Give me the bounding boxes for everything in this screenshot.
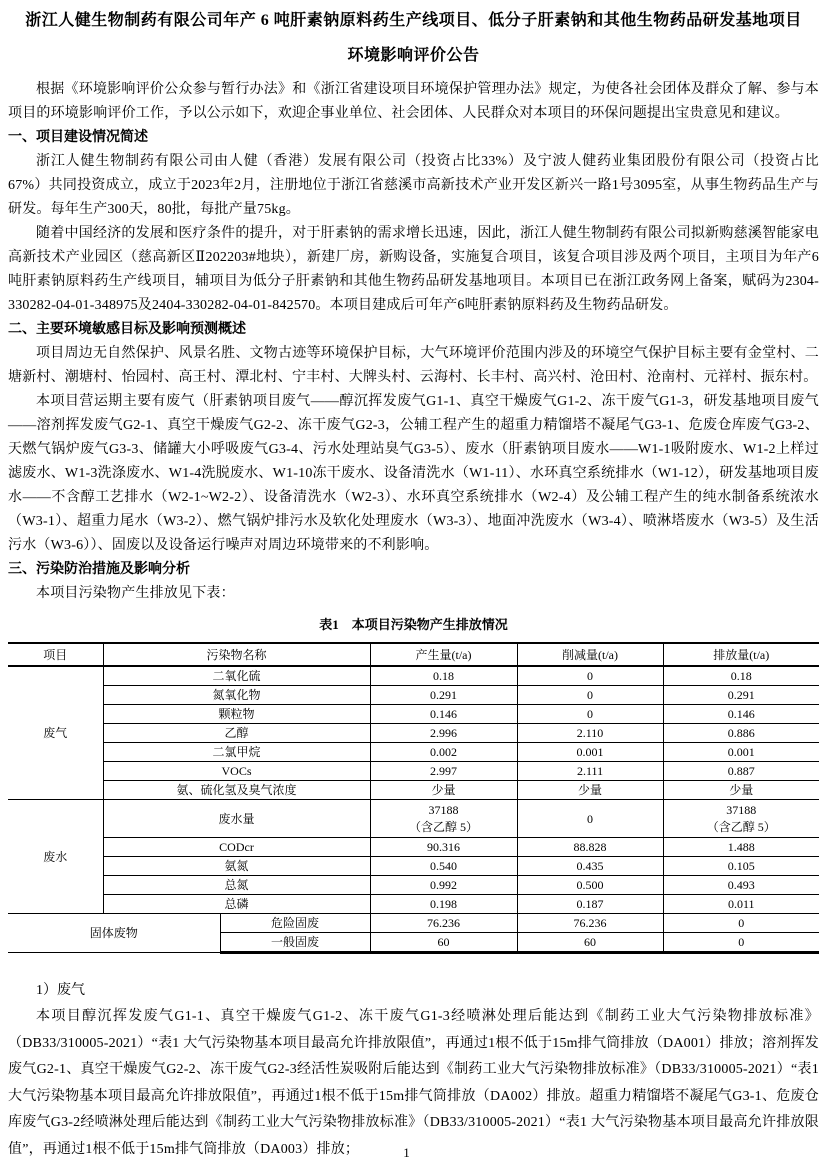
page-number: 1 — [403, 1145, 410, 1160]
document-title-line1: 浙江人健生物制药有限公司年产 6 吨肝素钠原料药生产线项目、低分子肝素钠和其他生物药品研发基地项目 — [25, 12, 802, 29]
pollutant-name-cell: 乙醇 — [103, 724, 370, 743]
table1-title: 表1 本项目污染物产生排放情况 — [319, 617, 508, 632]
table-header-row — [8, 643, 819, 666]
table-row-water-ammonia — [8, 857, 819, 876]
section2-heading: 二、主要环境敏感目标及影响预测概述 — [8, 322, 246, 337]
discharged-cell: 0.886 — [663, 724, 819, 743]
produced-cell: 60 — [370, 933, 517, 953]
group-label-cell-water: 废水 — [8, 800, 103, 914]
discharged-cell: 0 — [663, 933, 819, 953]
discharged-cell: 0.18 — [663, 666, 819, 686]
table-row-water-codcr — [8, 838, 819, 857]
section3-heading: 三、污染防治措施及影响分析 — [8, 562, 190, 577]
pollutant-name-cell: 氮氧化物 — [103, 686, 370, 705]
discharged-cell: 0.146 — [663, 705, 819, 724]
table-row-wastewater-qty — [8, 800, 819, 838]
produced-cell: 0.540 — [370, 857, 517, 876]
pollutant-name-cell: 氨氮 — [103, 857, 370, 876]
pollutant-name-cell: 氨、硫化氢及臭气浓度 — [103, 781, 370, 800]
discharged-cell: 0.291 — [663, 686, 819, 705]
reduced-cell: 0 — [517, 686, 663, 705]
document-title-line2: 环境影响评价公告 — [347, 47, 480, 64]
produced-value: 37188 — [428, 802, 459, 817]
table-row-gas-odor — [8, 781, 819, 800]
produced-cell: 0.002 — [370, 743, 517, 762]
reduced-cell: 2.110 — [517, 724, 663, 743]
reduced-cell: 0 — [517, 666, 663, 686]
pollutant-name-cell: 总磷 — [103, 895, 370, 914]
header-item: 项目 — [8, 643, 103, 666]
produced-cell: 76.236 — [370, 914, 517, 933]
table-row-gas-vocs — [8, 762, 819, 781]
pollutant-name-cell: 总氮 — [103, 876, 370, 895]
pollutant-name-cell: 一般固废 — [220, 933, 370, 953]
reduced-cell: 0.001 — [517, 743, 663, 762]
produced-cell: 少量 — [370, 781, 517, 800]
section2-paragraph-1: 项目周边无自然保护、风景名胜、文物古迹等环境保护目标，大气环境评价范围内涉及的环境空气保护目标主要有金堂村、二塘新村、潮塘村、怡园村、高王村、潭北村、宁丰村、大牌头村、云海村、长丰村、高兴村、沧田村、沧南村、元祥村、振东村。 — [8, 346, 819, 385]
reduced-cell: 88.828 — [517, 838, 663, 857]
group-label-cell-gas: 废气 — [8, 666, 103, 800]
produced-cell: 90.316 — [370, 838, 517, 857]
pollutant-name-cell: 二氧化硫 — [103, 666, 370, 686]
produced-cell: 0.992 — [370, 876, 517, 895]
discharged-value: 37188 — [726, 802, 757, 817]
header-discharged: 排放量(t/a) — [663, 643, 819, 666]
pollutant-name-cell: VOCs — [103, 762, 370, 781]
produced-cell: 0.146 — [370, 705, 517, 724]
pollutant-name-cell: 危险固废 — [220, 914, 370, 933]
reduced-cell: 60 — [517, 933, 663, 953]
reduced-cell: 0.500 — [517, 876, 663, 895]
reduced-cell: 0 — [517, 705, 663, 724]
table-row-gas-nox — [8, 686, 819, 705]
table-row-water-total-phosphorus — [8, 895, 819, 914]
table-row-gas-dichloromethane — [8, 743, 819, 762]
subsection1-paragraph: 本项目醇沉挥发废气G1-1、真空干燥废气G1-2、冻干废气G1-3经喷淋处理后能达到《制药工业大气污染物排放标准》（DB33/310005-2021）“表1 大气污染物基本项目最高允许排放限值”，再通过1根不低于15m排气筒排放（DA001）排放；溶剂挥发废气G2-1、真空干燥废气G2-2、冻干废气G2-3经活性炭吸附后能达到《制药工业大气污染物排放标准》（DB33/310005-2021）“表1 大气污染物基本项目最高允许排放限值”，再通过1根不低于15m排气筒排放（DA002）排放。超重力精馏塔不凝尾气G3-1、危废仓库废气G3-2经喷淋处理后能达到《制药工业大气污染物排放标准》（DB33/310005-2021）“表1 大气污染物基本项目最高允许排放限值”，再通过1根不低于15m排气筒排放（DA003）排放； — [8, 1009, 819, 1157]
pollutant-name-cell: 颗粒物 — [103, 705, 370, 724]
reduced-cell: 0 — [517, 800, 663, 838]
discharged-cell — [663, 800, 819, 838]
produced-cell: 2.996 — [370, 724, 517, 743]
discharged-cell: 0 — [663, 914, 819, 933]
reduced-cell: 少量 — [517, 781, 663, 800]
group-label-cell-solid-waste: 固体废物 — [8, 914, 220, 953]
produced-cell: 0.18 — [370, 666, 517, 686]
intro-paragraph: 根据《环境影响评价公众参与暂行办法》和《浙江省建设项目环境保护管理办法》规定，为使各社会团体及群众了解、参与本项目的环境影响评价工作，予以公示如下，欢迎企事业单位、社会团体、人民群众对本项目的环保问题提出宝贵意见和建议。 — [8, 82, 819, 121]
discharged-note: （含乙醇 5） — [706, 819, 776, 834]
discharged-cell: 少量 — [663, 781, 819, 800]
header-produced: 产生量(t/a) — [370, 643, 517, 666]
pollutant-name-cell: 二氯甲烷 — [103, 743, 370, 762]
discharged-cell: 0.001 — [663, 743, 819, 762]
discharged-cell: 0.011 — [663, 895, 819, 914]
produced-cell: 0.291 — [370, 686, 517, 705]
section1-paragraph-1: 浙江人健生物制药有限公司由人健（香港）发展有限公司（投资占比33%）及宁波人健药业集团股份有限公司（投资占比67%）共同投资成立，成立于2023年2月，注册地位于浙江省慈溪市高新技术产业开发区新兴一路1号3095室，从事生物药品生产与研发。每年生产300天，80批，每批产量75kg。 — [8, 154, 819, 217]
discharged-cell: 0.493 — [663, 876, 819, 895]
table-row-gas-particulate — [8, 705, 819, 724]
table-row-gas-ethanol — [8, 724, 819, 743]
section2-paragraph-2: 本项目营运期主要有废气（肝素钠项目废气——醇沉挥发废气G1-1、真空干燥废气G1-2、冻干废气G1-3，研发基地项目废气——溶剂挥发废气G2-1、真空干燥废气G2-2、冻干废气G2-3，公辅工程产生的超重力精馏塔不凝尾气G3-1、危废仓库废气G3-2、天燃气锅炉废气G3-3、储罐大小呼吸废气G3-4、污水处理站臭气G3-5）、废水（肝素钠项目废水——W1-1吸附废水、W1-2上样过滤废水、W1-3洗涤废水、W1-4洗脱废水、W1-10冻干废水、设备清洗水（W1-11）、水环真空系统排水（W1-12），研发基地项目废水——不含醇工艺排水（W2-1~W2-2）、设备清洗水（W2-3）、水环真空系统排水（W2-4）及公辅工程产生的纯水制备系统浓水（W3-1）、超重力尾水（W3-2）、燃气锅炉排污水及软化处理废水（W3-3）、地面冲洗废水（W3-4）、喷淋塔废水（W3-5）及生活污水（W3-6））、固废以及设备运行噪声对周边环境带来的不利影响。 — [8, 394, 819, 553]
discharged-cell: 1.488 — [663, 838, 819, 857]
discharged-cell: 0.887 — [663, 762, 819, 781]
table-row-solid-hazardous — [8, 914, 819, 933]
section1-heading: 一、项目建设情况简述 — [8, 130, 148, 145]
pollutant-name-cell: 废水量 — [103, 800, 370, 838]
pollutant-emission-table — [8, 642, 819, 954]
reduced-cell: 76.236 — [517, 914, 663, 933]
pollutant-name-cell: CODcr — [103, 838, 370, 857]
header-reduced: 削减量(t/a) — [517, 643, 663, 666]
discharged-cell: 0.105 — [663, 857, 819, 876]
reduced-cell: 2.111 — [517, 762, 663, 781]
produced-note: （含乙醇 5） — [409, 819, 479, 834]
section3-paragraph-1: 本项目污染物产生排放见下表： — [36, 586, 235, 601]
produced-cell: 2.997 — [370, 762, 517, 781]
header-pollutant-name: 污染物名称 — [103, 643, 370, 666]
subsection1-heading: 1）废气 — [36, 983, 85, 998]
table-row-gas-so2 — [8, 666, 819, 686]
table-row-water-total-nitrogen — [8, 876, 819, 895]
section1-paragraph-2: 随着中国经济的发展和医疗条件的提升，对于肝素钠的需求增长迅速，因此，浙江人健生物制药有限公司拟新购慈溪智能家电高新技术产业园区（慈高新区Ⅱ202203#地块），新建厂房，新购设备，实施复合项目，该复合项目涉及两个项目，主项目为年产6吨肝素钠原料药生产线项目，辅项目为低分子肝素钠和其他生物药品研发基地项目。本项目已在浙江政务网上备案，赋码为2304-330282-04-01-348975及2404-330282-04-01-842570。本项目建成后可年产6吨肝素钠原料药及生物药品研发。 — [8, 226, 819, 313]
produced-cell — [370, 800, 517, 838]
produced-cell: 0.198 — [370, 895, 517, 914]
reduced-cell: 0.435 — [517, 857, 663, 876]
reduced-cell: 0.187 — [517, 895, 663, 914]
